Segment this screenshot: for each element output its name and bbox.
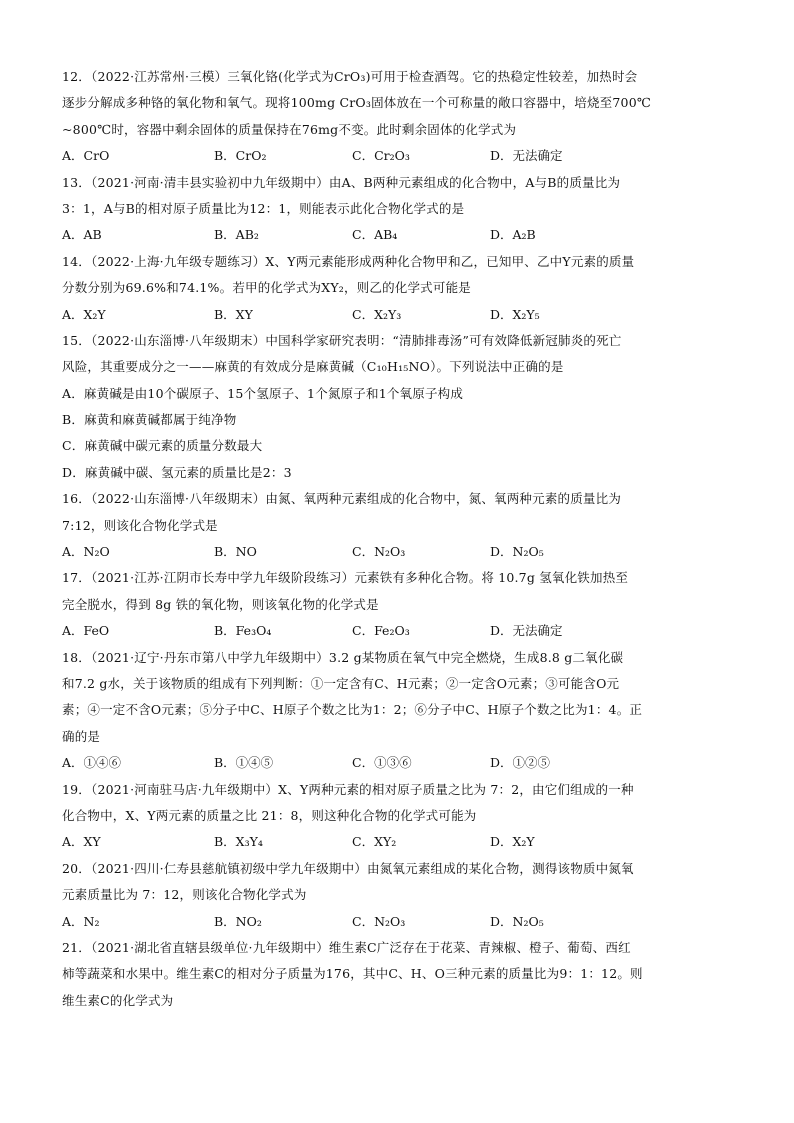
option-a[interactable]: A．XY bbox=[62, 834, 101, 850]
question-16 bbox=[62, 486, 734, 565]
question-text-line: 化合物中，X、Y两元素的质量之比 21：8，则这种化合物的化学式可能为 bbox=[62, 807, 477, 823]
question-text-line: 风险，其重要成分之一——麻黄的有效成分是麻黄碱（C₁₀H₁₅NO）。下列说法中正确的是 bbox=[62, 359, 564, 375]
option-a[interactable]: A．N₂ bbox=[62, 913, 100, 929]
option-d[interactable]: D．①②⑤ bbox=[490, 755, 551, 771]
option-d[interactable]: D．X₂Y₅ bbox=[490, 306, 540, 322]
question-stem: 20．（2021·四川·仁寿县慈航镇初级中学九年级期中）由氮氧元素组成的某化合物，测得该物质中氮氧 bbox=[62, 860, 634, 876]
option-c[interactable]: C．N₂O₃ bbox=[352, 913, 406, 929]
question-19 bbox=[62, 777, 734, 856]
question-text-line: 7:12，则该化合物化学式是 bbox=[62, 517, 218, 533]
question-text-line: 逐步分解成多种铬的氧化物和氧气。现将100mg CrO₃固体放在一个可称量的敞口容器中，培烧至700℃ bbox=[62, 95, 652, 111]
option-c[interactable]: C．Fe₂O₃ bbox=[352, 623, 410, 639]
option-a[interactable]: A．FeO bbox=[62, 623, 110, 639]
option-c[interactable]: C．XY₂ bbox=[352, 834, 397, 850]
question-20 bbox=[62, 856, 734, 935]
option-b[interactable]: B．①④⑤ bbox=[214, 755, 274, 771]
option-d[interactable]: D．N₂O₅ bbox=[490, 913, 544, 929]
question-stem: 15．（2022·山东淄博·八年级期末）中国科学家研究表明：“清肺排毒汤”可有效降低新冠肺炎的死亡 bbox=[62, 332, 622, 348]
question-text-line: ~800℃时，容器中剩余固体的质量保持在76mg不变。此时剩余固体的化学式为 bbox=[62, 121, 517, 137]
question-text-line: 3：1，A与B的相对原子质量比为12：1，则能表示此化合物化学式的是 bbox=[62, 200, 465, 216]
question-list bbox=[62, 64, 734, 1014]
question-stem: 17．（2021·江苏·江阴市长寿中学九年级阶段练习）元素铁有多种化合物。将 10.7g 氢氧化铁加热至 bbox=[62, 570, 629, 586]
option-b[interactable]: B．NO bbox=[214, 544, 257, 560]
question-21 bbox=[62, 935, 734, 1014]
question-17 bbox=[62, 565, 734, 644]
question-text-line: 完全脱水，得到 8g 铁的氧化物，则该氧化物的化学式是 bbox=[62, 596, 379, 612]
option-c[interactable]: C．X₂Y₃ bbox=[352, 306, 402, 322]
option-b[interactable]: B．XY bbox=[214, 306, 253, 322]
question-stem: 14．（2022·上海·九年级专题练习）X、Y两元素能形成两种化合物甲和乙，已知甲、乙中Y元素的质量 bbox=[62, 253, 635, 269]
question-stem: 13．（2021·河南·清丰县实验初中九年级期中）由A、B两种元素组成的化合物中，A与B的质量比为 bbox=[62, 174, 621, 190]
options-row bbox=[62, 302, 734, 328]
option-b[interactable]: B．AB₂ bbox=[214, 227, 259, 243]
option-d[interactable]: D．无法确定 bbox=[490, 623, 563, 639]
options-row bbox=[62, 618, 734, 644]
question-text-line: 柿等蔬菜和水果中。维生素C的相对分子质量为176，其中C、H、O三种元素的质量比为9：1：12。则 bbox=[62, 966, 643, 982]
option-d[interactable]: D．无法确定 bbox=[490, 148, 563, 164]
option-d[interactable]: D．N₂O₅ bbox=[490, 544, 544, 560]
question-stem: 16．（2022·山东淄博·八年级期末）由氮、氧两种元素组成的化合物中，氮、氧两种元素的质量比为 bbox=[62, 491, 622, 507]
question-13 bbox=[62, 170, 734, 249]
question-stem: 19．（2021·河南驻马店·九年级期中）X、Y两种元素的相对原子质量之比为 7：2，由它们组成的一种 bbox=[62, 781, 634, 797]
option-c[interactable]: C．Cr₂O₃ bbox=[352, 148, 410, 164]
question-text-line: 维生素C的化学式为 bbox=[62, 992, 174, 1008]
question-14 bbox=[62, 249, 734, 328]
question-text-line: B．麻黄和麻黄碱都属于纯净物 bbox=[62, 412, 237, 428]
options-row bbox=[62, 539, 734, 565]
option-b[interactable]: B．X₃Y₄ bbox=[214, 834, 263, 850]
question-text-line: 确的是 bbox=[62, 728, 101, 744]
options-row bbox=[62, 829, 734, 855]
question-text-line: 和7.2 g水，关于该物质的组成有下列判断：①一定含有C、H元素；②一定含O元素；③可能含O元 bbox=[62, 675, 620, 691]
question-15 bbox=[62, 328, 734, 486]
option-c[interactable]: C．①③⑥ bbox=[352, 755, 412, 771]
option-b[interactable]: B．NO₂ bbox=[214, 913, 262, 929]
option-a[interactable]: A．AB bbox=[62, 227, 102, 243]
question-text-line: A．麻黄碱是由10个碳原子、15个氢原子、1个氮原子和1个氧原子构成 bbox=[62, 385, 464, 401]
option-c[interactable]: C．N₂O₃ bbox=[352, 544, 406, 560]
question-12 bbox=[62, 64, 734, 170]
options-row bbox=[62, 909, 734, 935]
option-d[interactable]: D．X₂Y bbox=[490, 834, 535, 850]
option-a[interactable]: A．CrO bbox=[62, 148, 110, 164]
option-a[interactable]: A．N₂O bbox=[62, 544, 110, 560]
question-text-line: 元素质量比为 7：12，则该化合物化学式为 bbox=[62, 887, 307, 903]
option-d[interactable]: D．A₂B bbox=[490, 227, 536, 243]
option-c[interactable]: C．AB₄ bbox=[352, 227, 398, 243]
question-text-line: C．麻黄碱中碳元素的质量分数最大 bbox=[62, 438, 263, 454]
question-stem: 12．（2022·江苏常州·三模）三氧化铬(化学式为CrO₃)可用于检查酒驾。它的热稳定性较差，加热时会 bbox=[62, 69, 638, 84]
question-text-line: 分数分别为69.6%和74.1%。若甲的化学式为XY₂，则乙的化学式可能是 bbox=[62, 280, 471, 296]
option-a[interactable]: A．X₂Y bbox=[62, 306, 106, 322]
question-18 bbox=[62, 645, 734, 777]
question-stem: 18．（2021·辽宁·丹东市第八中学九年级期中）3.2 g某物质在氧气中完全燃烧，生成8.8 g二氧化碳 bbox=[62, 649, 624, 665]
option-b[interactable]: B．CrO₂ bbox=[214, 148, 267, 164]
question-text-line: 素；④一定不含O元素；⑤分子中C、H原子个数之比为1：2；⑥分子中C、H原子个数之比为1：4。正 bbox=[62, 702, 643, 718]
options-row bbox=[62, 750, 734, 776]
option-b[interactable]: B．Fe₃O₄ bbox=[214, 623, 272, 639]
options-row bbox=[62, 143, 734, 169]
option-a[interactable]: A．①④⑥ bbox=[62, 755, 122, 771]
question-stem: 21．（2021·湖北省直辖县级单位·九年级期中）维生素C广泛存在于花菜、青辣椒、橙子、葡萄、西红 bbox=[62, 939, 631, 955]
options-row bbox=[62, 222, 734, 248]
question-text-line: D．麻黄碱中碳、氢元素的质量比是2：3 bbox=[62, 464, 292, 480]
